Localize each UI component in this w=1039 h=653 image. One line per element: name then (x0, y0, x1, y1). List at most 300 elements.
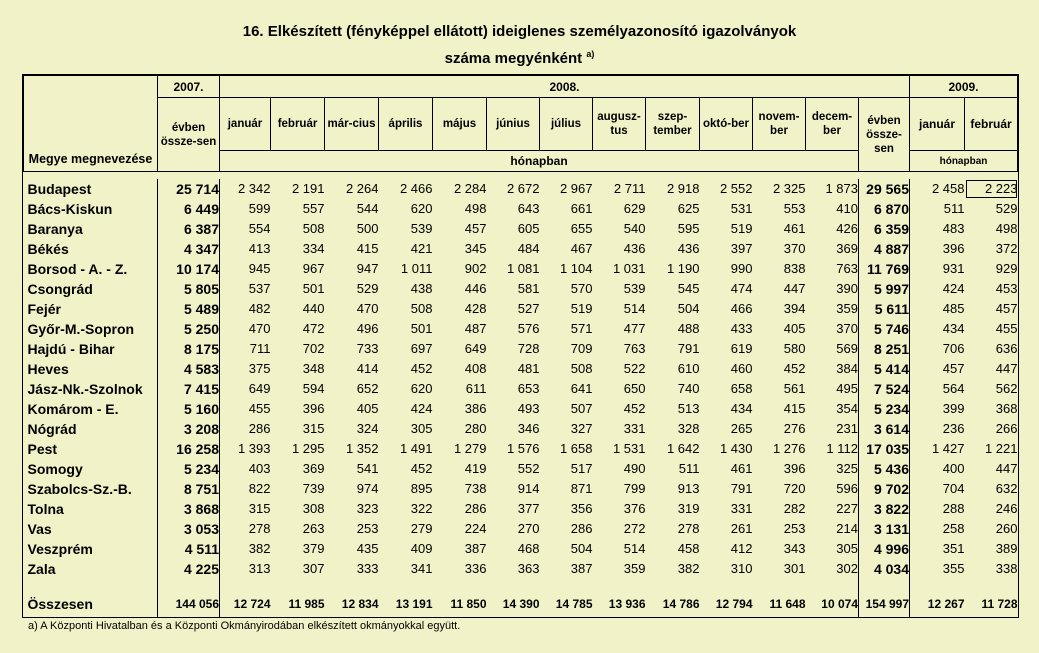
value-2009-month: 562 (995, 381, 1018, 396)
value-2008-month: 1 642 (666, 441, 700, 456)
value-2008-month: 902 (464, 261, 487, 276)
value-2008-month: 522 (623, 361, 646, 376)
value-2009-month: 338 (995, 561, 1018, 576)
value-2008-month: 369 (302, 461, 325, 476)
value-2008-month: 2 325 (772, 181, 806, 196)
value-2008-month: 375 (248, 361, 271, 376)
value-2008-month: 1 011 (400, 261, 433, 276)
value-2008-month: 470 (356, 301, 379, 316)
value-2008-month: 455 (248, 401, 271, 416)
value-2008-total: 5 436 (859, 459, 910, 479)
value-2008-month: 763 (623, 341, 646, 356)
value-2009-month: 389 (995, 541, 1018, 556)
value-2009-month: 434 (942, 321, 965, 336)
value-2009-month: 498 (995, 221, 1018, 236)
value-2008-month: 947 (356, 261, 379, 276)
value-2008-month: 658 (730, 381, 753, 396)
value-2009-month: 258 (942, 521, 965, 536)
value-2008-month: 413 (248, 241, 271, 256)
value-2008-month: 452 (783, 361, 806, 376)
value-2008-month: 711 (249, 341, 271, 356)
value-2008-month: 460 (730, 361, 753, 376)
value-2008-month: 1 112 (806, 439, 859, 459)
value-2008-month: 1 430 (719, 441, 753, 456)
table-row (24, 219, 1018, 239)
value-2008-month: 641 (570, 381, 593, 396)
value-2008-month: 436 (677, 241, 700, 256)
value-2008-total: 11 769 (859, 259, 910, 279)
value-2008-month: 265 (730, 421, 753, 436)
data-table (23, 75, 1018, 617)
value-2007-total: 6 449 (158, 199, 220, 219)
value-2008-month: 397 (730, 241, 753, 256)
title-line-2-text: száma megyénként (444, 50, 583, 67)
value-2008-month: 967 (302, 261, 325, 276)
value-2008-month: 341 (410, 561, 433, 576)
value-2008-month: 990 (730, 261, 753, 276)
value-2008-month: 539 (623, 281, 646, 296)
county-name: Pest (24, 439, 158, 459)
value-2008-month: 610 (677, 361, 700, 376)
value-2008-month: 1 873 (806, 179, 859, 199)
value-2008-month: 363 (517, 561, 540, 576)
value-2008-month: 519 (730, 221, 753, 236)
value-2008-month: 733 (356, 341, 379, 356)
value-2008-month: 12 834 (341, 596, 379, 611)
value-2009-month: 455 (995, 321, 1018, 336)
header-month-2008: július (540, 98, 593, 151)
value-2008-month: 382 (677, 561, 700, 576)
table-row (24, 419, 1018, 439)
value-2009-month: 457 (942, 361, 965, 376)
value-2008-total: 5 611 (859, 299, 910, 319)
value-2008-month: 702 (302, 341, 325, 356)
value-2008-month: 466 (730, 301, 753, 316)
value-2008-month: 619 (730, 341, 753, 356)
value-2008-month: 452 (410, 361, 433, 376)
value-2008-month: 552 (517, 461, 540, 476)
value-2008-month: 470 (248, 321, 271, 336)
value-2009-month: 485 (942, 301, 965, 316)
value-2008-month: 661 (570, 201, 593, 216)
value-2008-month: 435 (356, 541, 379, 556)
value-2009-month: 483 (942, 221, 965, 236)
value-2008-month: 415 (783, 401, 806, 416)
value-2008-month: 643 (517, 201, 540, 216)
value-2008-month: 390 (806, 279, 859, 299)
value-2008-month: 545 (677, 281, 700, 296)
value-2008-month: 410 (806, 199, 859, 219)
value-2008-month: 2 264 (345, 181, 379, 196)
value-2008-month: 377 (517, 501, 540, 516)
value-2008-total: 154 997 (859, 591, 910, 617)
value-2008-month: 531 (730, 201, 753, 216)
value-2009-month: 447 (995, 361, 1018, 376)
value-2008-month: 581 (517, 281, 540, 296)
header-month-2009: január (910, 98, 965, 151)
header-month-2008: április (379, 98, 433, 151)
value-2008-month: 322 (410, 501, 433, 516)
value-2007-total: 4 583 (158, 359, 220, 379)
value-2009-month: 2 458 (931, 181, 965, 196)
value-2008-month: 13 936 (608, 596, 646, 611)
value-2008-month: 468 (517, 541, 540, 556)
value-2007-total: 3 208 (158, 419, 220, 439)
value-2008-month: 655 (570, 221, 593, 236)
value-2009-month: 11 728 (981, 596, 1018, 611)
value-2008-month: 1 081 (506, 261, 540, 276)
value-2008-total: 7 524 (859, 379, 910, 399)
value-2008-month: 452 (410, 461, 433, 476)
value-2008-month: 231 (806, 419, 859, 439)
value-2008-month: 333 (356, 561, 379, 576)
value-2008-month: 507 (570, 401, 593, 416)
county-name: Bács-Kiskun (24, 199, 158, 219)
value-2007-total: 5 805 (158, 279, 220, 299)
value-2008-month: 2 672 (506, 181, 540, 196)
value-2008-month: 709 (570, 341, 593, 356)
value-2008-month: 282 (783, 501, 806, 516)
value-2009-month: 288 (942, 501, 965, 516)
value-2007-total: 4 225 (158, 559, 220, 579)
value-2008-month: 302 (806, 559, 859, 579)
value-2008-month: 488 (677, 321, 700, 336)
value-2008-month: 945 (248, 261, 271, 276)
table-row (24, 339, 1018, 359)
value-2008-month: 508 (570, 361, 593, 376)
value-2008-total: 6 359 (859, 219, 910, 239)
county-name: Tolna (24, 499, 158, 519)
value-2008-month: 10 074 (806, 591, 859, 617)
value-2008-month: 649 (248, 381, 271, 396)
value-2008-month: 484 (517, 241, 540, 256)
county-name: Hajdú - Bihar (24, 339, 158, 359)
value-2009-month: 1 427 (931, 441, 965, 456)
table-row (24, 199, 1018, 219)
table-row (24, 399, 1018, 419)
header-2008: 2008. (220, 76, 910, 98)
value-2008-month: 653 (517, 381, 540, 396)
value-2009-month: 564 (942, 381, 965, 396)
value-2008-month: 11 648 (769, 596, 806, 611)
value-2008-month: 419 (464, 461, 487, 476)
value-2007-total: 5 160 (158, 399, 220, 419)
value-2007-total: 5 234 (158, 459, 220, 479)
county-name: Békés (24, 239, 158, 259)
county-name: Győr-M.-Sopron (24, 319, 158, 339)
value-2008-month: 481 (517, 361, 540, 376)
value-2008-month: 1 104 (559, 261, 593, 276)
value-2008-month: 504 (570, 541, 593, 556)
value-2008-month: 386 (464, 401, 487, 416)
value-2008-month: 356 (570, 501, 593, 516)
value-2008-month: 540 (623, 221, 646, 236)
table-row (24, 179, 1018, 199)
value-2008-total: 29 565 (859, 179, 910, 199)
value-2008-month: 2 466 (399, 181, 433, 196)
value-2009-month: 457 (995, 301, 1018, 316)
value-2008-month: 974 (356, 481, 379, 496)
value-2008-month: 1 352 (345, 441, 379, 456)
value-2008-month: 354 (806, 399, 859, 419)
value-2008-month: 477 (623, 321, 646, 336)
header-month-2008: novem-ber (753, 98, 806, 151)
value-2008-month: 527 (517, 301, 540, 316)
value-2007-total: 25 714 (158, 179, 220, 199)
value-2008-month: 415 (356, 241, 379, 256)
value-2008-total: 5 414 (859, 359, 910, 379)
value-2008-month: 2 711 (613, 181, 646, 196)
county-name: Összesen (24, 591, 158, 617)
value-2008-month: 13 191 (395, 596, 433, 611)
value-2008-month: 570 (570, 281, 593, 296)
value-2008-month: 2 967 (559, 181, 593, 196)
value-2008-month: 739 (302, 481, 325, 496)
value-2008-month: 895 (410, 481, 433, 496)
county-name: Zala (24, 559, 158, 579)
value-2008-month: 421 (410, 241, 433, 256)
value-2008-month: 1 491 (399, 441, 433, 456)
value-2009-month: 12 267 (927, 596, 965, 611)
value-2008-month: 576 (517, 321, 540, 336)
value-2008-month: 501 (410, 321, 433, 336)
value-2008-month: 474 (730, 281, 753, 296)
value-2008-month: 396 (783, 461, 806, 476)
county-name: Komárom - E. (24, 399, 158, 419)
value-2008-total: 4 034 (859, 559, 910, 579)
header-2008-total: évben össze-sen (859, 98, 910, 172)
table-row (24, 499, 1018, 519)
value-2008-total: 5 746 (859, 319, 910, 339)
county-name: Somogy (24, 459, 158, 479)
value-2008-month: 263 (302, 521, 325, 536)
value-2008-month: 650 (623, 381, 646, 396)
value-2008-month: 871 (570, 481, 593, 496)
value-2007-total: 6 387 (158, 219, 220, 239)
value-2008-month: 227 (806, 499, 859, 519)
value-2008-month: 286 (464, 501, 487, 516)
value-2008-month: 514 (623, 301, 646, 316)
value-2008-month: 500 (356, 221, 379, 236)
value-2008-month: 315 (302, 421, 325, 436)
header-2009: 2009. (910, 76, 1018, 98)
value-2008-month: 1 295 (291, 441, 325, 456)
value-2008-month: 370 (783, 241, 806, 256)
value-2008-month: 697 (410, 341, 433, 356)
value-2007-total: 4 511 (158, 539, 220, 559)
value-2008-total: 8 251 (859, 339, 910, 359)
value-2008-month: 424 (410, 401, 433, 416)
header-2007: 2007. (158, 76, 220, 98)
value-2008-month: 822 (248, 481, 271, 496)
value-2008-month: 412 (730, 541, 753, 556)
value-2008-month: 496 (356, 321, 379, 336)
county-name: Borsod - A. - Z. (24, 259, 158, 279)
value-2008-month: 253 (783, 521, 806, 536)
value-2008-total: 4 996 (859, 539, 910, 559)
value-2008-month: 394 (783, 301, 806, 316)
value-2008-month: 428 (464, 301, 487, 316)
value-2009-month: 511 (943, 201, 965, 216)
county-name: Fejér (24, 299, 158, 319)
value-2007-total: 5 489 (158, 299, 220, 319)
value-2008-total: 5 997 (859, 279, 910, 299)
value-2008-month: 728 (517, 341, 540, 356)
value-2008-month: 436 (623, 241, 646, 256)
value-2008-month: 2 918 (666, 181, 700, 196)
value-2008-month: 594 (302, 381, 325, 396)
value-2007-total: 8 751 (158, 479, 220, 499)
value-2008-month: 452 (623, 401, 646, 416)
table-row (24, 539, 1018, 559)
table-row (24, 279, 1018, 299)
value-2007-total: 10 174 (158, 259, 220, 279)
value-2008-month: 467 (570, 241, 593, 256)
county-name: Veszprém (24, 539, 158, 559)
value-2008-month: 913 (677, 481, 700, 496)
header-2007-total: évben össze-sen (158, 98, 220, 172)
value-2008-month: 513 (677, 401, 700, 416)
value-2008-month: 493 (517, 401, 540, 416)
county-name: Baranya (24, 219, 158, 239)
value-2008-month: 403 (248, 461, 271, 476)
header-month-2008: május (433, 98, 487, 151)
value-2008-month: 720 (783, 481, 806, 496)
value-2007-total: 16 258 (158, 439, 220, 459)
value-2009-month: 368 (995, 401, 1018, 416)
value-2008-month: 324 (356, 421, 379, 436)
value-2008-month: 434 (730, 401, 753, 416)
value-2009-month: 400 (942, 461, 965, 476)
value-2008-month: 426 (806, 219, 859, 239)
value-2008-month: 517 (570, 461, 593, 476)
value-2008-month: 446 (464, 281, 487, 296)
value-2008-month: 278 (677, 521, 700, 536)
value-2009-month: 529 (995, 201, 1018, 216)
value-2008-month: 433 (730, 321, 753, 336)
value-2008-month: 495 (806, 379, 859, 399)
value-2008-month: 458 (677, 541, 700, 556)
value-2008-month: 519 (570, 301, 593, 316)
value-2008-month: 544 (356, 201, 379, 216)
value-2008-month: 2 552 (719, 181, 753, 196)
value-2008-month: 328 (677, 421, 700, 436)
value-2008-month: 323 (356, 501, 379, 516)
value-2008-month: 539 (410, 221, 433, 236)
value-2008-month: 447 (783, 281, 806, 296)
value-2008-total: 3 822 (859, 499, 910, 519)
value-2009-month: 636 (995, 341, 1018, 356)
value-2008-month: 554 (248, 221, 271, 236)
value-2008-month: 11 850 (450, 596, 487, 611)
value-2009-month: 424 (942, 281, 965, 296)
value-2008-month: 278 (248, 521, 271, 536)
value-2008-total: 17 035 (859, 439, 910, 459)
value-2008-month: 370 (806, 319, 859, 339)
header-month-2008: január (220, 98, 271, 151)
value-2008-month: 313 (248, 561, 271, 576)
value-2008-month: 343 (783, 541, 806, 556)
value-2008-month: 14 785 (555, 596, 593, 611)
value-2008-month: 791 (730, 481, 753, 496)
value-2008-month: 490 (623, 461, 646, 476)
table-row (24, 559, 1018, 579)
value-2009-month: 246 (995, 501, 1018, 516)
value-2008-month: 649 (464, 341, 487, 356)
value-2008-month: 2 191 (291, 181, 325, 196)
title-footnote-marker: a) (586, 49, 595, 59)
value-2008-month: 348 (302, 361, 325, 376)
table-row (24, 379, 1018, 399)
value-2008-month: 557 (302, 201, 325, 216)
value-2008-month: 529 (356, 281, 379, 296)
value-2008-month: 537 (248, 281, 271, 296)
value-2009-month: 351 (942, 541, 965, 556)
value-2008-month: 605 (517, 221, 540, 236)
value-2007-total: 8 175 (158, 339, 220, 359)
value-2007-total: 144 056 (158, 591, 220, 617)
county-name: Budapest (24, 179, 158, 199)
table-row (24, 319, 1018, 339)
value-2009-month: 260 (995, 521, 1018, 536)
value-2008-month: 599 (248, 201, 271, 216)
header-month-2008: június (487, 98, 540, 151)
value-2008-month: 301 (783, 561, 806, 576)
table-row (24, 519, 1018, 539)
value-2008-month: 611 (465, 381, 487, 396)
value-2008-month: 11 985 (288, 596, 325, 611)
value-2008-total: 3 131 (859, 519, 910, 539)
value-2008-month: 440 (302, 301, 325, 316)
value-2008-total: 3 614 (859, 419, 910, 439)
value-2008-month: 1 190 (666, 261, 700, 276)
value-2009-month: 929 (995, 261, 1018, 276)
table-row (24, 459, 1018, 479)
value-2009-month: 453 (995, 281, 1018, 296)
value-2008-month: 272 (623, 521, 646, 536)
value-2008-month: 620 (410, 381, 433, 396)
value-2008-month: 280 (464, 421, 487, 436)
value-2008-month: 2 284 (453, 181, 487, 196)
value-2008-month: 414 (356, 361, 379, 376)
value-2008-month: 359 (623, 561, 646, 576)
value-2008-month: 384 (806, 359, 859, 379)
county-name: Csongrád (24, 279, 158, 299)
value-2008-month: 620 (410, 201, 433, 216)
value-2008-month: 799 (623, 481, 646, 496)
value-2009-month: 706 (942, 341, 965, 356)
value-2008-month: 738 (464, 481, 487, 496)
value-2008-month: 1 279 (453, 441, 487, 456)
value-2008-month: 914 (517, 481, 540, 496)
value-2008-month: 14 390 (502, 596, 540, 611)
value-2008-month: 334 (302, 241, 325, 256)
value-2007-total: 3 053 (158, 519, 220, 539)
value-2008-month: 561 (783, 381, 806, 396)
value-2008-month: 305 (806, 539, 859, 559)
value-2008-month: 382 (248, 541, 271, 556)
value-2009-month: 704 (942, 481, 965, 496)
value-2008-month: 487 (464, 321, 487, 336)
value-2008-month: 791 (677, 341, 700, 356)
value-2009-month: 396 (942, 241, 965, 256)
header-month-2009: február (965, 98, 1018, 151)
value-2008-total: 6 870 (859, 199, 910, 219)
value-2008-month: 1 576 (506, 441, 540, 456)
value-2008-month: 625 (677, 201, 700, 216)
value-2008-month: 482 (248, 301, 271, 316)
value-2008-month: 319 (677, 501, 700, 516)
